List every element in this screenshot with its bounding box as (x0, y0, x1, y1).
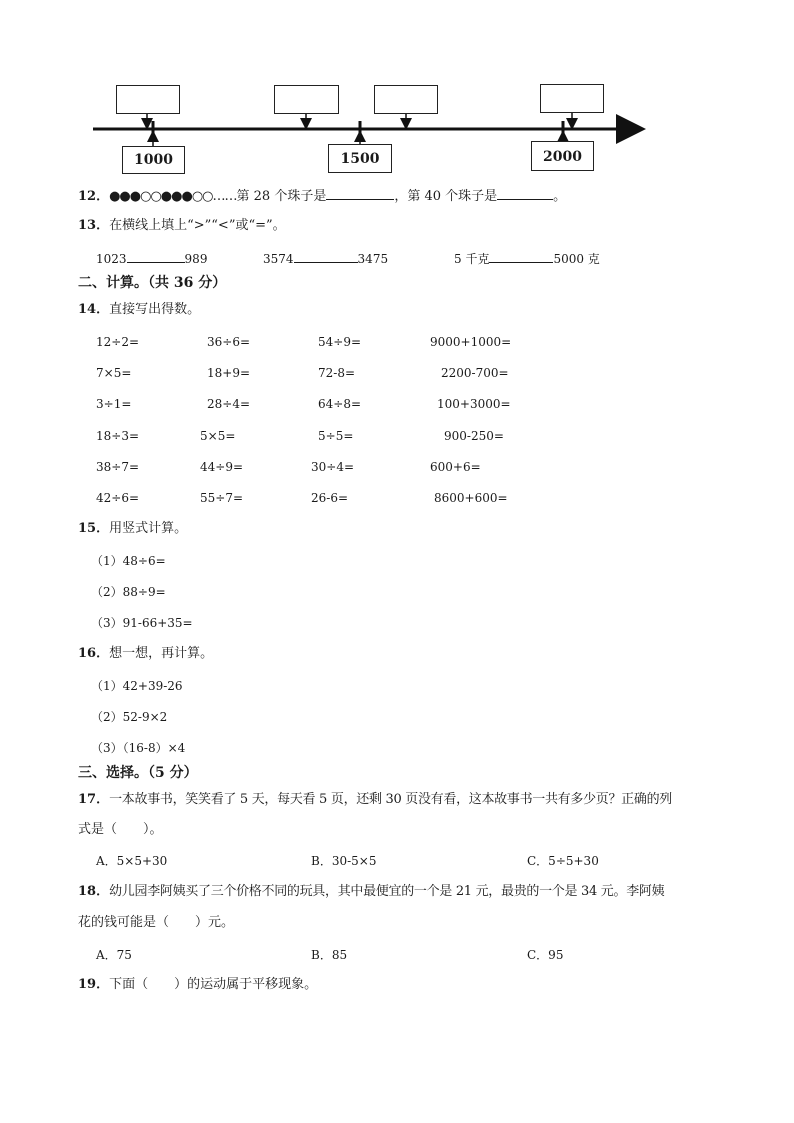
q19-number: 19． (78, 977, 110, 992)
q15-item-1: （1）48÷6= (91, 554, 166, 568)
q14-r5c3: 30÷4= (311, 460, 355, 474)
q13-blank-3[interactable] (489, 250, 553, 263)
q14-r3c4: 100+3000= (437, 397, 511, 411)
q14-r1c3: 54÷9= (318, 335, 362, 349)
q17-text-line1: 一本故事书，笑笑看了 5 天，每天看 5 页，还剩 30 页没有看，这本故事书一共有多少页？正确的列 (109, 792, 672, 807)
q14-r2c4: 2200-700= (441, 366, 509, 380)
answer-box-4[interactable] (540, 84, 604, 113)
q14-r6c2: 55÷7= (200, 491, 244, 505)
q16-stem-line (78, 646, 213, 662)
q15-stem-line (78, 521, 187, 537)
q13-item-1-left: 1023 (96, 252, 127, 266)
label-1000: 1000 (134, 152, 173, 168)
label-box-1500 (328, 144, 392, 173)
q12-number: 12． (78, 189, 110, 204)
q14-r1c4: 9000+1000= (430, 335, 512, 349)
q14-r3c1: 3÷1= (96, 397, 132, 411)
label-box-1000 (122, 146, 185, 174)
answer-box-2[interactable] (274, 85, 339, 114)
q14-number: 14． (78, 302, 110, 317)
q18-text-line1: 幼儿园李阿姨买了三个价格不同的玩具，其中最便宜的一个是 21 元，最贵的一个是 34 元。李阿姨 (109, 884, 665, 899)
q13-stem: 在横线上填上“>”“<”或“=”。 (109, 218, 286, 233)
q13-item-3-left: 5 千克 (454, 252, 490, 266)
q14-stem: 直接写出得数。 (109, 302, 201, 317)
q15-number: 15． (78, 521, 110, 536)
q14-r4c1: 18÷3= (96, 429, 140, 443)
q18-number: 18． (78, 884, 110, 899)
q12-beads: ●●●○○●●●○○…… (109, 189, 237, 204)
q18-option-a[interactable]: A．75 (96, 948, 132, 962)
q16-item-3: （3）（16-8）×4 (91, 741, 186, 755)
q18-option-b[interactable]: B．85 (311, 948, 348, 962)
q12-end: 。 (553, 189, 567, 204)
q13-item-3 (454, 250, 600, 267)
q13-item-1-right: 989 (184, 252, 208, 266)
q13-item-3-right: 5000 克 (553, 252, 600, 266)
q18-line2: 花的钱可能是（ ）元。 (78, 915, 235, 930)
q16-stem: 想一想，再计算。 (109, 646, 214, 661)
q14-r4c3: 5÷5= (318, 429, 354, 443)
section-3-title: 三、选择。（5 分） (78, 765, 198, 781)
q16-item-1: （1）42+39-26 (91, 679, 183, 693)
answer-box-1[interactable] (116, 85, 180, 114)
q12-line (78, 187, 566, 205)
q13-blank-2[interactable] (294, 250, 358, 263)
q19-stem: 下面（ ）的运动属于平移现象。 (109, 977, 318, 992)
q18-line1 (78, 884, 664, 900)
q17-option-b[interactable]: B．30-5×5 (311, 854, 377, 868)
q16-item-2: （2）52-9×2 (91, 710, 168, 724)
q19-line (78, 977, 317, 993)
q14-stem-line (78, 302, 200, 318)
q14-r4c4: 900-250= (444, 429, 504, 443)
q13-item-2-right: 3475 (357, 252, 389, 266)
q12-blank2[interactable] (497, 187, 553, 200)
q17-number: 17． (78, 792, 110, 807)
label-box-2000 (531, 141, 594, 171)
q13-blank-1[interactable] (127, 250, 185, 263)
q12-text1: 第 28 个珠子是 (236, 189, 327, 204)
q14-r2c1: 7×5= (96, 366, 132, 380)
q16-number: 16． (78, 646, 110, 661)
q12-blank1[interactable] (326, 187, 394, 200)
q14-r2c2: 18+9= (207, 366, 251, 380)
q14-r1c1: 12÷2= (96, 335, 140, 349)
q15-stem: 用竖式计算。 (109, 521, 188, 536)
q13-item-2-left: 3574 (263, 252, 294, 266)
q14-r4c2: 5×5= (200, 429, 236, 443)
q14-r6c4: 8600+600= (434, 491, 508, 505)
q14-r3c2: 28÷4= (207, 397, 251, 411)
q13-item-2 (263, 250, 388, 267)
answer-box-3[interactable] (374, 85, 438, 114)
label-2000: 2000 (543, 149, 582, 165)
q14-r5c1: 38÷7= (96, 460, 140, 474)
q14-r1c2: 36÷6= (207, 335, 251, 349)
q13-item-1 (96, 250, 207, 267)
q13-number: 13． (78, 218, 110, 233)
q15-item-2: （2）88÷9= (91, 585, 166, 599)
q18-option-c[interactable]: C．95 (527, 948, 564, 962)
section-2-title: 二、计算。（共 36 分） (78, 275, 227, 291)
q14-r6c1: 42÷6= (96, 491, 140, 505)
q14-r3c3: 64÷8= (318, 397, 362, 411)
q14-r5c2: 44÷9= (200, 460, 244, 474)
q17-option-a[interactable]: A．5×5+30 (96, 854, 168, 868)
q12-text2: ，第 40 个珠子是 (394, 189, 498, 204)
q14-r6c3: 26-6= (311, 491, 349, 505)
q17-option-c[interactable]: C．5÷5+30 (527, 854, 599, 868)
q14-r5c4: 600+6= (430, 460, 481, 474)
q15-item-3: （3）91-66+35= (91, 616, 193, 630)
q17-line1 (78, 792, 672, 808)
q14-r2c3: 72-8= (318, 366, 356, 380)
q17-line2: 式是（ ）。 (78, 822, 163, 837)
q13-stem-line (78, 218, 286, 234)
label-1500: 1500 (340, 151, 380, 167)
